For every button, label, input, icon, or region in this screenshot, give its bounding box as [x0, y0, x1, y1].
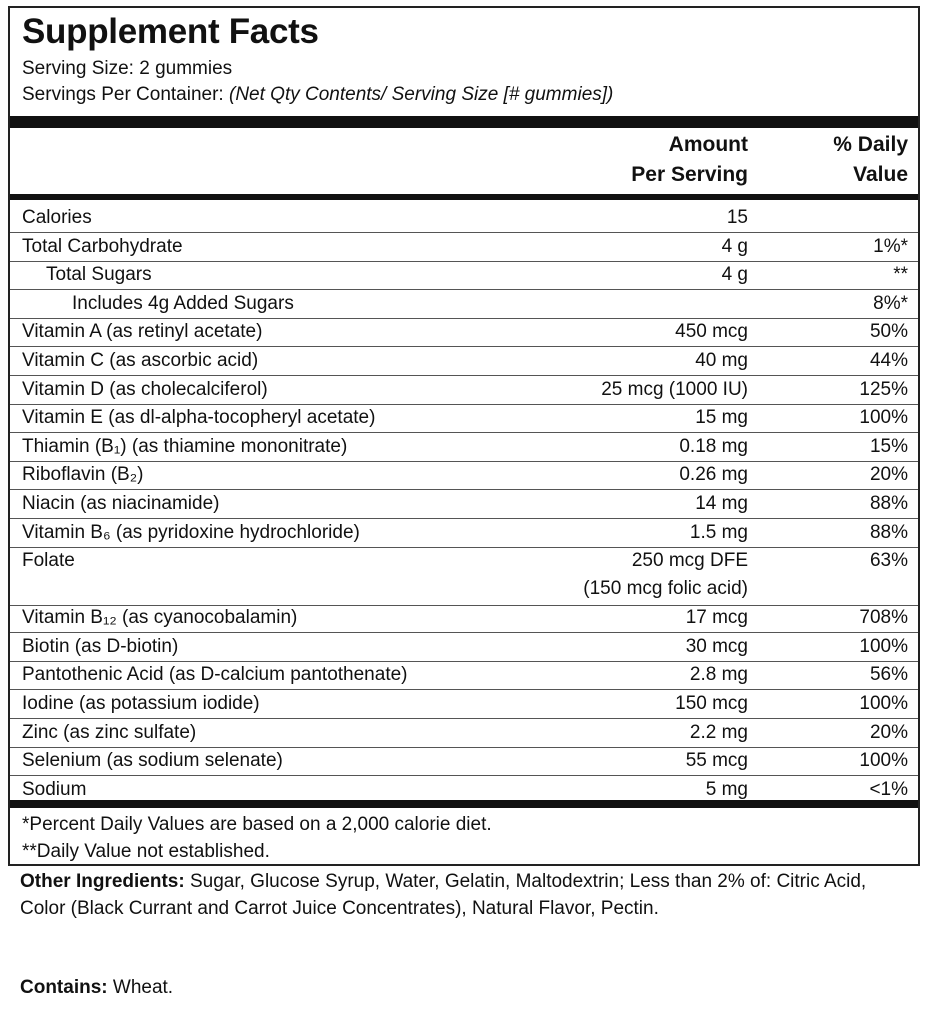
table-row [10, 376, 918, 405]
table-row [10, 290, 918, 319]
servings-per-container-label: Servings Per Container: [22, 84, 229, 105]
nutrient-name: Folate [22, 550, 75, 572]
table-row [10, 347, 918, 376]
nutrient-daily-value: 100% [859, 635, 908, 657]
nutrient-amount: 55 mcg [685, 750, 748, 772]
daily-value-header-line1: % Daily [833, 133, 908, 156]
nutrient-daily-value: 100% [859, 407, 908, 429]
table-row [10, 490, 918, 519]
nutrient-amount: 15 mg [695, 407, 748, 429]
serving-size: Serving Size: 2 gummies [22, 58, 233, 79]
nutrient-name: Total Sugars [46, 264, 152, 286]
table-row [10, 747, 918, 776]
table-row [10, 404, 918, 433]
nutrient-name: Riboflavin (B₂) [22, 464, 144, 486]
table-row [10, 547, 918, 606]
nutrient-amount: 15 [726, 207, 748, 228]
nutrient-daily-value: 20% [869, 464, 908, 486]
nutrient-name: Thiamin (B₁) (as thiamine mononitrate) [22, 435, 348, 457]
nutrient-daily-value: 100% [859, 693, 908, 714]
amount-header [631, 130, 748, 190]
nutrient-name: Selenium (as sodium selenate) [22, 750, 283, 772]
nutrient-amount: 0.18 mg [679, 435, 748, 457]
nutrient-amount: 4 g [721, 235, 748, 257]
nutrient-amount: 2.2 mg [689, 721, 748, 743]
nutrient-amount: 150 mcg [675, 693, 748, 714]
nutrient-amount: 14 mg [695, 493, 748, 514]
table-row [10, 690, 918, 719]
nutrient-name: Niacin (as niacinamide) [22, 493, 220, 514]
servings-per-container-value: (Net Qty Contents/ Serving Size [# gummies]) [229, 84, 614, 105]
daily-value-header-line2: Value [853, 163, 908, 186]
nutrient-daily-value: 88% [869, 521, 908, 543]
nutrient-amount: 40 mg [695, 350, 748, 371]
nutrient-name: Total Carbohydrate [22, 235, 183, 257]
nutrient-daily-value: 88% [869, 493, 908, 514]
nutrient-daily-value: 15% [869, 435, 908, 457]
panel-title: Supplement Facts [22, 12, 319, 51]
nutrient-daily-value: 56% [869, 664, 908, 686]
nutrient-amount: 25 mcg (1000 IU) [601, 378, 748, 400]
nutrient-amount: 250 mcg DFE [631, 550, 748, 572]
servings-per-container [22, 84, 613, 106]
nutrient-daily-value: 63% [869, 550, 908, 572]
other-ingredients-label: Other Ingredients: [20, 871, 185, 892]
table-row [10, 318, 918, 347]
nutrient-daily-value: 125% [859, 378, 908, 400]
nutrient-daily-value: 50% [869, 321, 908, 343]
table-row [10, 461, 918, 490]
nutrient-amount-detail: (150 mcg folic acid) [583, 578, 748, 600]
nutrient-amount: 0.26 mg [679, 464, 748, 486]
nutrient-amount: 17 mcg [685, 607, 748, 629]
nutrient-name: Vitamin C (as ascorbic acid) [22, 350, 259, 371]
table-row [10, 604, 918, 633]
table-row [10, 661, 918, 690]
other-ingredients-text: Sugar, Glucose Syrup, Water, Gelatin, Maltodextrin; Less than 2% of: Citric Acid, Color (Black Currant and Carrot Juice Concentrates), Natural Flavor, Pectin. [20, 871, 867, 919]
daily-value-header [833, 130, 908, 190]
nutrient-daily-value: 8%* [873, 292, 908, 314]
amount-header-line1: Amount [668, 133, 748, 156]
footnote-daily-values: *Percent Daily Values are based on a 2,000 calorie diet. [22, 814, 492, 835]
nutrient-amount: 5 mg [705, 778, 748, 800]
nutrient-amount: 30 mcg [685, 635, 748, 657]
nutrient-daily-value: 20% [869, 721, 908, 743]
nutrient-name: Vitamin E (as dl-alpha-tocopheryl acetate) [22, 407, 376, 429]
nutrient-daily-value: 44% [869, 350, 908, 371]
nutrient-amount: 450 mcg [675, 321, 748, 343]
footnote-not-established: **Daily Value not established. [22, 841, 270, 862]
nutrient-name: Biotin (as D-biotin) [22, 635, 179, 657]
allergen-contains [20, 977, 173, 999]
nutrient-name: Vitamin B₆ (as pyridoxine hydrochloride) [22, 521, 360, 543]
table-row [10, 233, 918, 262]
contains-label: Contains: [20, 977, 108, 998]
nutrient-name: Calories [22, 207, 92, 228]
thick-divider-top [10, 116, 918, 128]
table-row [10, 719, 918, 748]
table-row [10, 519, 918, 548]
thick-divider-bottom [10, 800, 918, 808]
thick-divider-header [10, 194, 918, 200]
nutrient-daily-value: 100% [859, 750, 908, 772]
nutrient-daily-value: ** [893, 264, 908, 286]
nutrient-daily-value: 1%* [873, 235, 908, 257]
nutrient-name: Vitamin A (as retinyl acetate) [22, 321, 263, 343]
nutrient-name: Includes 4g Added Sugars [72, 292, 294, 314]
amount-header-line2: Per Serving [631, 163, 748, 186]
nutrient-name: Zinc (as zinc sulfate) [22, 721, 197, 743]
nutrient-name: Vitamin B₁₂ (as cyanocobalamin) [22, 607, 298, 629]
table-row [10, 204, 918, 233]
supplement-facts-panel [8, 6, 920, 866]
nutrient-daily-value: 708% [859, 607, 908, 629]
nutrient-name: Iodine (as potassium iodide) [22, 693, 260, 714]
nutrient-amount: 1.5 mg [689, 521, 748, 543]
nutrient-amount: 4 g [721, 264, 748, 286]
nutrient-name: Sodium [22, 778, 87, 800]
nutrient-name: Vitamin D (as cholecalciferol) [22, 378, 268, 400]
contains-text: Wheat. [107, 977, 174, 998]
nutrient-daily-value: <1% [869, 778, 908, 800]
nutrient-name: Pantothenic Acid (as D-calcium pantothenate) [22, 664, 408, 686]
other-ingredients [20, 868, 910, 922]
table-row [10, 261, 918, 290]
table-row [10, 633, 918, 662]
nutrient-amount: 2.8 mg [689, 664, 748, 686]
table-row [10, 433, 918, 462]
